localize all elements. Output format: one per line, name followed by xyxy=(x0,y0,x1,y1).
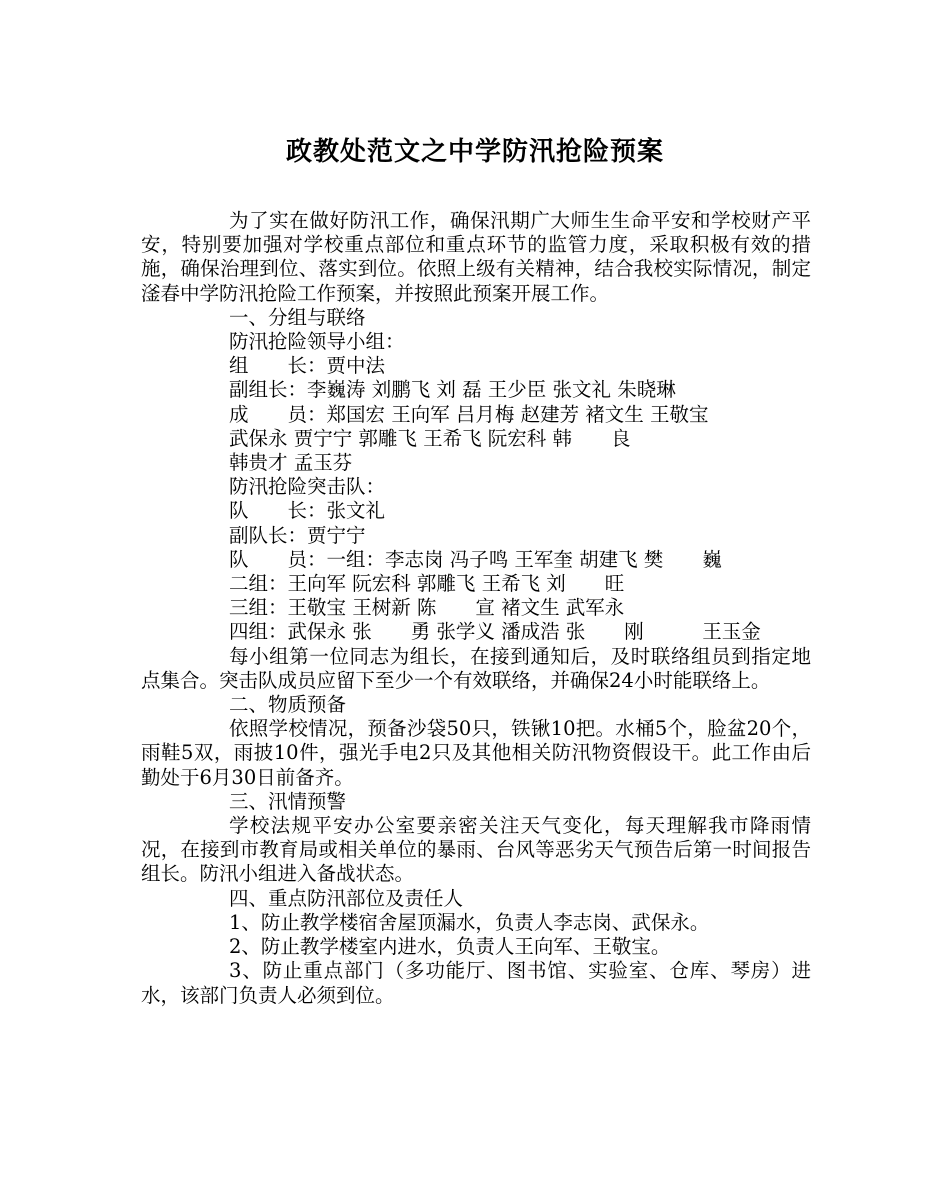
leader-line: 组 长：贾中法 xyxy=(229,354,386,378)
squad-group-3: 三组：王敬宝 王树新 陈 宣 褚文生 武军永 xyxy=(229,596,625,620)
section-4-heading: 四、重点防汛部位及责任人 xyxy=(229,886,464,910)
section-4-item-3: 3、防止重点部门（多功能厅、图书馆、实验室、仓库、琴房）进水，该部门负责人必须到位。 xyxy=(141,959,811,1007)
squad-label: 防汛抢险突击队： xyxy=(229,475,386,499)
section-3-heading: 三、汛情预警 xyxy=(229,789,347,813)
section-4-item-2: 2、防止教学楼室内进水，负责人王向军、王敬宝。 xyxy=(229,935,671,959)
squad-leader-line: 队 长：张文礼 xyxy=(229,499,386,523)
squad-group-1: 队 员：一组：李志岗 冯子鸣 王军奎 胡建飞 樊 巍 xyxy=(229,547,722,571)
intro-paragraph: 为了实在做好防汛工作，确保汛期广大师生生命平安和学校财产平安，特别要加强对学校重点部位和重点环节的监管力度，采取积极有效的措施，确保治理到位、落实到位。依照上级有关精神，结合我校实际情况，制定滏春中学防汛抢险工作预案，并按照此预案开展工作。 xyxy=(141,209,811,305)
vice-leaders-line: 副组长：李巍涛 刘鹏飞 刘 磊 王少臣 张文礼 朱晓琳 xyxy=(229,378,676,402)
leader-group-label: 防汛抢险领导小组： xyxy=(229,330,405,354)
squad-note-paragraph: 每小组第一位同志为组长，在接到通知后，及时联络组员到指定地点集合。突击队成员应留下至少一个有效联络，并确保24小时能联络上。 xyxy=(141,644,811,692)
section-2-heading: 二、物质预备 xyxy=(229,693,347,717)
document-body xyxy=(141,209,811,1008)
document-title: 政教处范文之中学防汛抢险预案 xyxy=(285,137,664,167)
section-1-heading: 一、分组与联络 xyxy=(229,305,366,329)
members-line-3: 韩贵才 孟玉芬 xyxy=(229,451,353,475)
squad-group-4: 四组：武保永 张 勇 张学义 潘成浩 张 刚 王玉金 xyxy=(229,620,761,644)
section-4-item-1: 1、防止教学楼宿舍屋顶漏水，负责人李志岗、武保永。 xyxy=(229,910,710,934)
squad-vice-line: 副队长：贾宁宁 xyxy=(229,523,366,547)
section-3-text: 学校法规平安办公室要亲密关注天气变化，每天理解我市降雨情况，在接到市教育局或相关单位的暴雨、台风等恶劣天气预告后第一时间报告组长。防汛小组进入备战状态。 xyxy=(141,814,811,886)
members-line-2: 武保永 贾宁宁 郭雕飞 王希飞 阮宏科 韩 良 xyxy=(229,426,631,450)
squad-group-2: 二组：王向军 阮宏科 郭雕飞 王希飞 刘 旺 xyxy=(229,572,625,596)
section-2-text: 依照学校情况，预备沙袋50只，铁锹10把。水桶5个，脸盆20个，雨鞋5双，雨披10件，强光手电2只及其他相关防汛物资假设干。此工作由后勤处于6月30日前备齐。 xyxy=(141,717,811,789)
members-line-1: 成 员：郑国宏 王向军 吕月梅 赵建芳 褚文生 王敬宝 xyxy=(229,402,709,426)
